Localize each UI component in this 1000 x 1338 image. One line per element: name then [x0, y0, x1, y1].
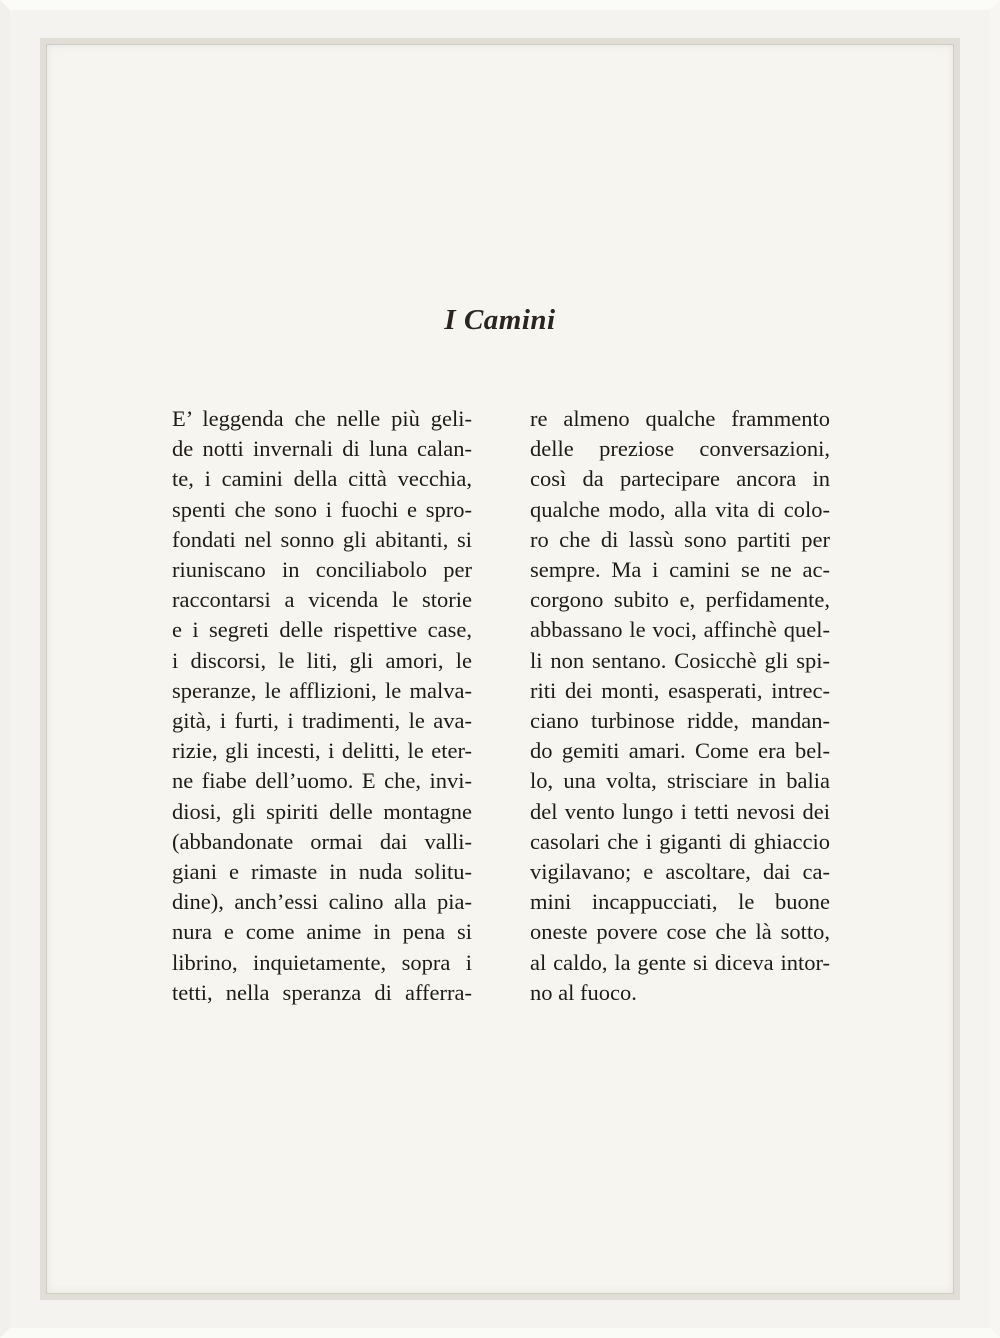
text-line: (abbandonate ormai dai valli- [172, 828, 472, 854]
text-line: librino, inquietamente, sopra i [172, 949, 472, 975]
text-line: de notti invernali di luna calan- [172, 436, 472, 462]
text-line: i discorsi, le liti, gli amori, le [172, 647, 472, 673]
text-line: li non sentano. Cosicchè gli spi- [530, 647, 830, 673]
text-line: mini incappucciati, le buone [530, 889, 830, 915]
text-line: casolari che i giganti di ghiaccio [530, 828, 830, 854]
text-line: dine), anch’essi calino alla pia- [172, 889, 472, 915]
text-line: qualche modo, alla vita di colo- [530, 496, 830, 522]
text-line: del vento lungo i tetti nevosi dei [530, 798, 830, 824]
text-line: te, i camini della città vecchia, [172, 466, 472, 492]
text-line: vigilavano; e ascoltare, dai ca- [530, 859, 830, 885]
text-line: raccontarsi a vicenda le storie [172, 587, 472, 613]
text-line: corgono subito e, perfidamente, [530, 587, 830, 613]
text-line: gità, i furti, i tradimenti, le ava- [172, 708, 472, 734]
text-column-right [530, 404, 830, 1008]
text-line: nura e come anime in pena si [172, 919, 472, 945]
text-line: fondati nel sonno gli abitanti, si [172, 526, 472, 552]
page-title: I Camini [444, 304, 556, 336]
text-line: e i segreti delle rispettive case, [172, 617, 472, 643]
text-line: abbassano le voci, affinchè quel- [530, 617, 830, 643]
text-line: sempre. Ma i camini se ne ac- [530, 557, 830, 583]
text-line: no al fuoco. [530, 979, 637, 1005]
text-line: rizie, gli incesti, i delitti, le eter- [172, 738, 472, 764]
text-line: do gemiti amari. Come era bel- [530, 738, 830, 764]
text-line: lo, una volta, strisciare in balia [530, 768, 830, 794]
text-line: così da partecipare ancora in [530, 466, 830, 492]
text-line: spenti che sono i fuochi e spro- [172, 496, 472, 522]
text-line: ro che di lassù sono partiti per [530, 526, 830, 552]
text-line: giani e rimaste in nuda solitu- [172, 859, 472, 885]
text-line: re almeno qualche frammento [530, 406, 830, 431]
text-line: tetti, nella speranza di afferra- [172, 979, 472, 1005]
text-line: riuniscano in conciliabolo per [172, 557, 472, 583]
text-line: riti dei monti, esasperati, intrec- [530, 677, 830, 703]
text-line: E’ leggenda che nelle più geli- [172, 406, 472, 431]
text-column-left [172, 404, 472, 1008]
text-line: al caldo, la gente si diceva intor- [530, 949, 830, 975]
text-line: oneste povere cose che là sotto, [530, 919, 830, 945]
text-line: ne fiabe dell’uomo. E che, invi- [172, 768, 472, 794]
text-line: speranze, le afflizioni, le malva- [172, 677, 472, 703]
text-line: ciano turbinose ridde, mandan- [530, 708, 830, 734]
text-line: diosi, gli spiriti delle montagne [172, 798, 472, 824]
text-line: delle preziose conversazioni, [530, 436, 830, 462]
